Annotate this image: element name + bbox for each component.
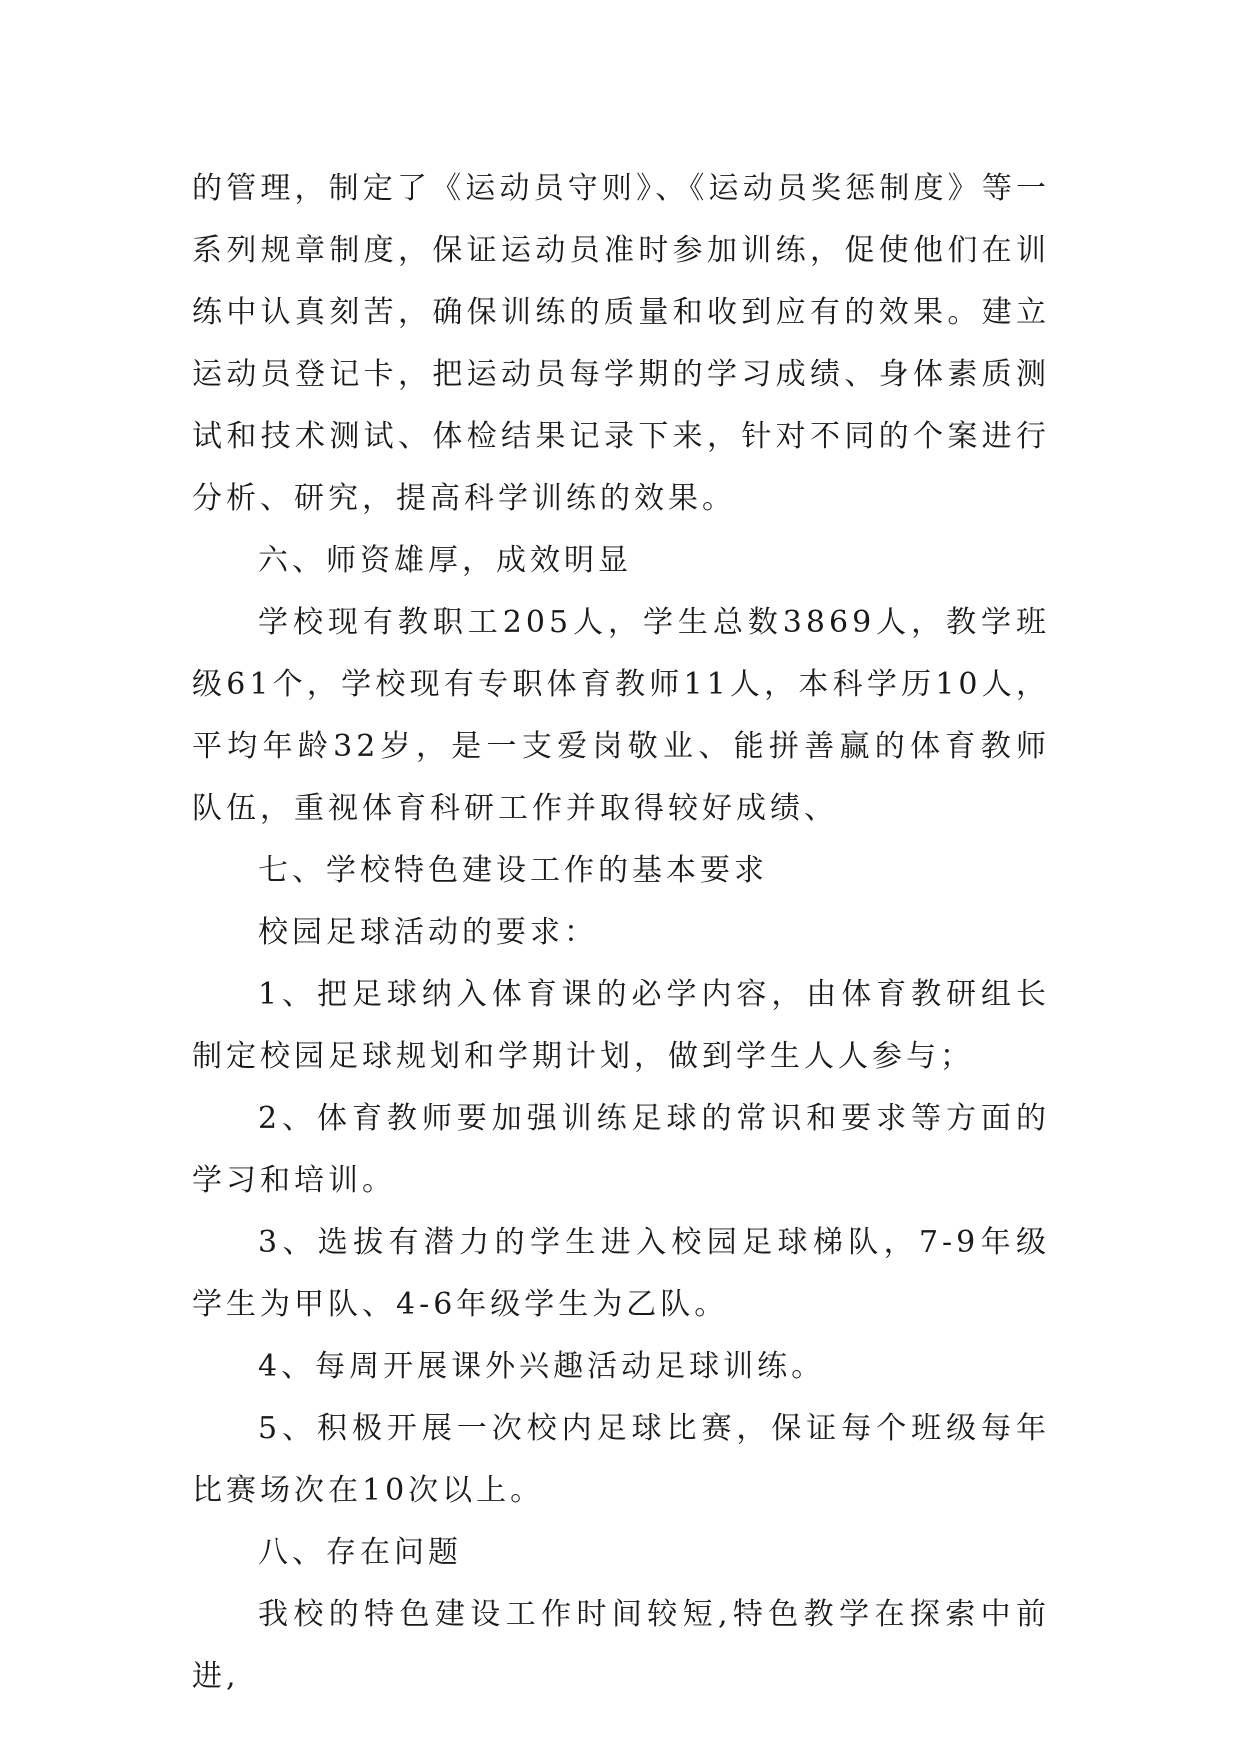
heading-seven: 七、学校特色建设工作的基本要求 <box>258 853 768 888</box>
paragraph-staff: 学校现有教职工205人，学生总数3869人，教学班级61个，学校现有专职体育教师11人，本科学历10人，平均年龄32岁，是一支爱岗敬业、能拼善赢的体育教师队伍，重视体育科研工作并取得较好成绩、 <box>192 605 1050 826</box>
heading-six: 六、师资雄厚，成效明显 <box>258 543 632 578</box>
paragraph-problems: 我校的特色建设工作时间较短,特色教学在探索中前进, <box>192 1597 1050 1694</box>
list-item-2: 2、体育教师要加强训练足球的常识和要求等方面的学习和培训。 <box>192 1101 1050 1198</box>
list-item-5: 5、积极开展一次校内足球比赛，保证每个班级每年比赛场次在10次以上。 <box>192 1411 1050 1508</box>
list-item-1: 1、把足球纳入体育课的必学内容，由体育教研组长制定校园足球规划和学期计划，做到学生人人参与； <box>192 977 1050 1074</box>
paragraph-requirements-intro: 校园足球活动的要求： <box>258 915 598 950</box>
document-body <box>192 158 1050 1708</box>
paragraph-management: 的管理，制定了《运动员守则》、《运动员奖惩制度》等一系列规章制度，保证运动员准时参加训练，促使他们在训练中认真刻苦，确保训练的质量和收到应有的效果。建立运动员登记卡，把运动员每学期的学习成绩、身体素质测试和技术测试、体检结果记录下来，针对不同的个案进行分析、研究，提高科学训练的效果。 <box>192 171 1050 516</box>
list-item-4: 4、每周开展课外兴趣活动足球训练。 <box>258 1349 826 1384</box>
heading-eight: 八、存在问题 <box>258 1535 462 1570</box>
list-item-3: 3、选拔有潜力的学生进入校园足球梯队，7-9年级学生为甲队、4-6年级学生为乙队。 <box>192 1225 1050 1322</box>
